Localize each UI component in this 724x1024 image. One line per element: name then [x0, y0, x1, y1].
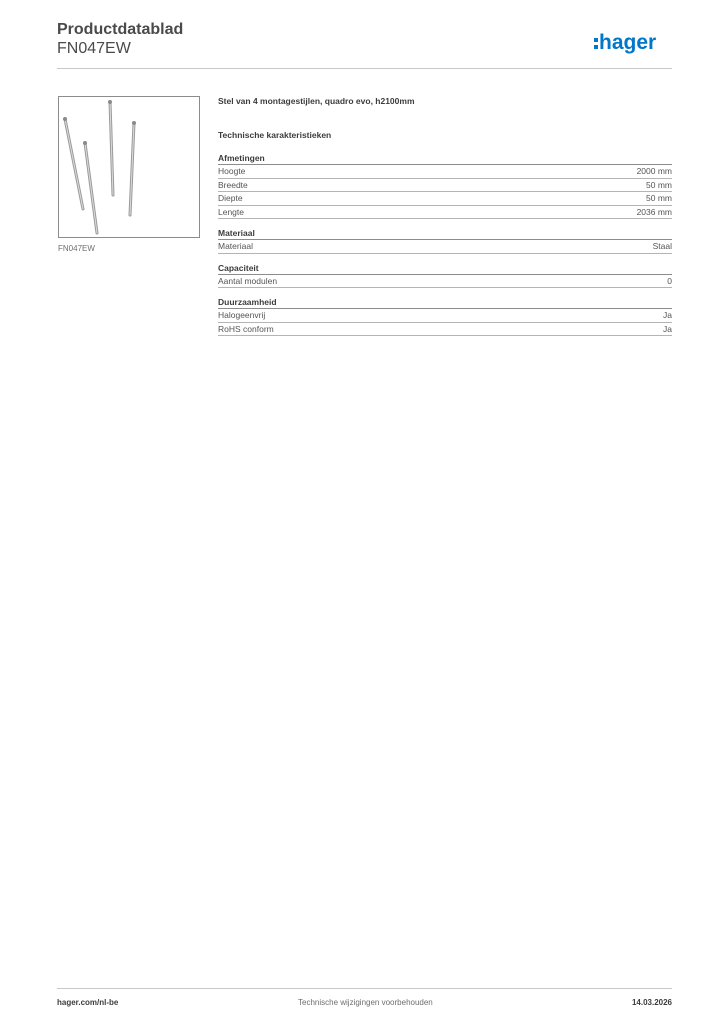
footer-divider: [57, 988, 672, 989]
spec-value: 2000 mm: [636, 166, 672, 176]
product-code: FN047EW: [57, 40, 131, 57]
spec-label: Lengte: [218, 206, 244, 217]
spec-value: 50 mm: [646, 193, 672, 203]
section-title: Duurzaamheid: [218, 297, 672, 309]
section-capaciteit: [218, 263, 672, 289]
spec-label: Halogeenvrij: [218, 310, 266, 320]
spec-row: [218, 179, 672, 193]
section-title: Afmetingen: [218, 153, 672, 165]
spec-label: Diepte: [218, 193, 243, 203]
spec-content: [218, 96, 672, 336]
section-afmetingen: [218, 153, 672, 219]
mounting-rails-illustration: [59, 97, 199, 237]
spec-label: Materiaal: [218, 241, 253, 251]
footer-note: Technische wijzigingen voorbehouden: [298, 998, 433, 1007]
product-image: [58, 96, 200, 238]
spec-row: [218, 165, 672, 179]
section-title: Materiaal: [218, 228, 672, 240]
spec-row: [218, 323, 672, 337]
tech-characteristics-title: Technische karakteristieken: [218, 130, 332, 140]
spec-label: RoHS conform: [218, 323, 274, 334]
spec-row: [218, 240, 672, 254]
footer-date: 14.03.2026: [631, 998, 672, 1007]
header-divider: [57, 68, 672, 69]
footer-url[interactable]: hager.com/nl-be: [57, 998, 119, 1007]
spec-value: 50 mm: [646, 179, 672, 190]
page-title: Productdatablad: [57, 21, 184, 38]
spec-value: 2036 mm: [636, 206, 672, 217]
spec-value: 0: [667, 275, 672, 286]
spec-label: Hoogte: [218, 166, 246, 176]
spec-value: Ja: [663, 310, 672, 320]
spec-label: Aantal modulen: [218, 275, 278, 286]
spec-value: Ja: [663, 323, 672, 334]
section-duurzaamheid: [218, 297, 672, 336]
spec-label: Breedte: [218, 179, 248, 190]
image-caption: FN047EW: [58, 244, 95, 253]
section-title: Capaciteit: [218, 263, 672, 275]
product-description: Stel van 4 montagestijlen, quadro evo, h2100mm: [218, 96, 415, 106]
spec-row: [218, 192, 672, 206]
section-materiaal: [218, 228, 672, 254]
spec-row: [218, 206, 672, 220]
hager-logo: [594, 27, 674, 57]
spec-value: Staal: [652, 241, 672, 251]
svg-text:hager: hager: [599, 31, 657, 54]
spec-row: [218, 309, 672, 323]
spec-row: [218, 275, 672, 289]
